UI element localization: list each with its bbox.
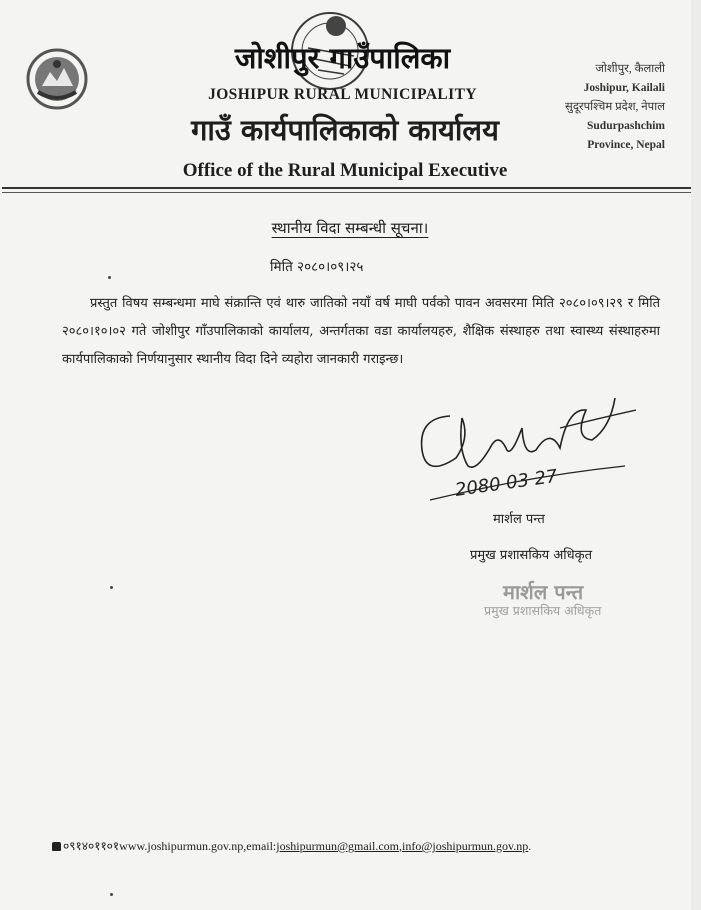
footer-end: . [528, 839, 532, 853]
address-line-1: जोशीपुर, कैलाली [595, 63, 665, 75]
office-name-en: Office of the Rural Municipal Executive [182, 160, 508, 181]
scan-speck [110, 893, 113, 896]
footer-email-1[interactable]: joshipurmun@gmail.com [276, 839, 399, 853]
office-name-np: गाउँ कार्यपालिकाको कार्यालय [191, 113, 499, 147]
municipality-name-np: जोशीपुर गाउँपालिका [234, 41, 451, 75]
notice-body [62, 290, 660, 374]
signatory-title: प्रमुख प्रशासकिय अधिकृत [470, 548, 593, 563]
address-line-5: Province, Nepal [587, 139, 665, 151]
scan-edge [691, 0, 701, 910]
header-divider [2, 187, 692, 189]
footer-phone: ०९१४०११०१ [63, 839, 120, 853]
signatory-name: मार्शल पन्त [493, 512, 545, 527]
name-stamp: मार्शल पन्त [503, 580, 584, 604]
phone-icon [52, 842, 61, 851]
footer-email-label: email: [246, 839, 277, 853]
title-stamp: प्रमुख प्रशासकिय अधिकृत [484, 603, 602, 618]
footer-separator: , [399, 839, 402, 853]
notice-date: मिति २०८०।०९।२५ [270, 259, 364, 275]
address-line-2: Joshipur, Kailali [583, 82, 665, 94]
scan-speck [108, 276, 111, 279]
scan-speck [110, 586, 113, 589]
office-address [515, 60, 665, 155]
notice-title: स्थानीय विदा सम्बन्धी सूचना। [271, 219, 429, 237]
nepal-emblem-icon [26, 48, 88, 110]
address-line-3: सुदूरपश्चिम प्रदेश, नेपाल [565, 101, 665, 113]
footer-email-2[interactable]: info@joshipurmun.gov.np [402, 839, 529, 853]
signature-date: 2080 03 27 [453, 465, 559, 501]
address-line-4: Sudurpashchim [587, 120, 665, 132]
municipality-name-en: JOSHIPUR RURAL MUNICIPALITY [208, 86, 477, 103]
handwritten-signature [410, 388, 640, 513]
footer-contact [52, 837, 531, 854]
footer-website[interactable]: www.joshipurmun.gov.np, [119, 839, 247, 853]
notice-body-text: प्रस्तुत विषय सम्बन्धमा माघे संक्रान्ति एवं थारु जातिको नयाँ वर्ष माघी पर्वको पावन अवसरमा मिति २०८०।०९।२९ र मिति २०८०।१०।०२ गते जोशीपुर गाँउपालिकाको कार्यालय, अन्तर्गतका वडा कार्यालयहरु, शैक्षिक संस्थाहरु तथा स्वास्थ्य संस्थाहरुमा कार्यपालिकाको निर्णयानुसार स्थानीय विदा दिने व्यहोरा जानकारी गराइन्छ। [62, 296, 660, 367]
header-divider-thin [2, 192, 692, 193]
